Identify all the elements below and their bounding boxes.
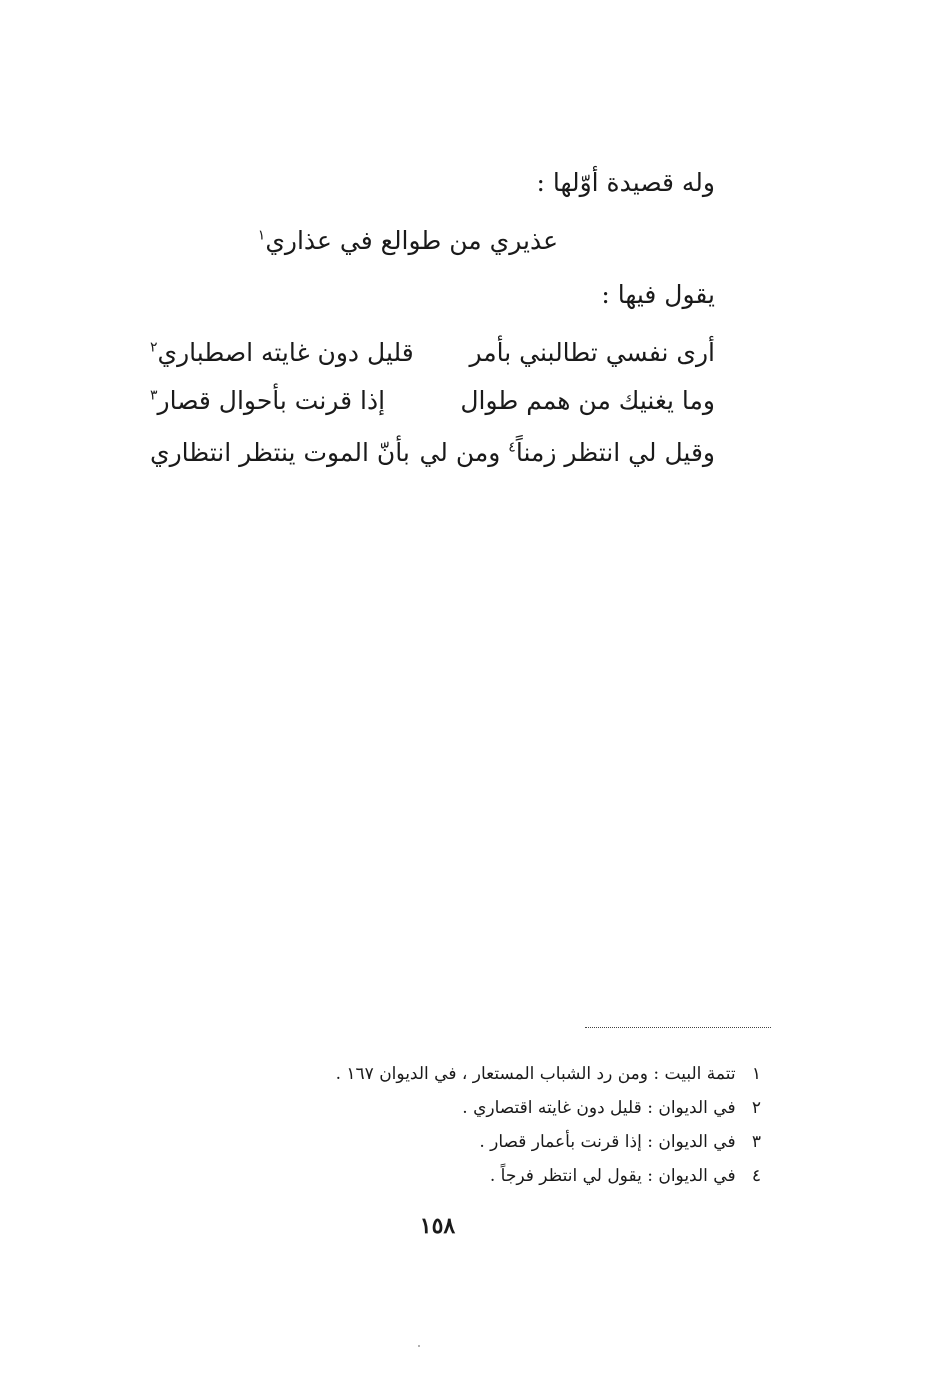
- intro-text: وله قصيدة أوّلها :: [536, 168, 715, 197]
- intro-line: [536, 167, 715, 199]
- footnote-text: في الديوان : يقول لي انتظر فرجاً .: [489, 1166, 736, 1186]
- footnote-divider: [585, 1027, 771, 1028]
- says-line: [601, 279, 715, 311]
- verse-1-second-half: [150, 336, 414, 370]
- footnote-2: [291, 1091, 761, 1125]
- footnote-number: ٤: [751, 1166, 761, 1186]
- footnote-number: ١: [751, 1064, 761, 1084]
- verse-3: [150, 436, 715, 470]
- verse-3-second-half: بأنّ الموت ينتظر انتظاري: [150, 438, 410, 467]
- verse-2: [150, 384, 715, 418]
- verse-3-first-half-tail: ومن لي: [419, 438, 501, 467]
- footnotes: [291, 1057, 761, 1193]
- first-hemistich-line: [258, 225, 558, 257]
- footnote-4: [291, 1159, 761, 1193]
- verse-1-first-half: أرى نفسي تطالبني بأمر: [469, 338, 715, 367]
- footnote-marker: ٣: [150, 387, 158, 404]
- footnote-text: تتمة البيت : ومن رد الشباب المستعار ، في الديوان ١٦٧ .: [335, 1064, 736, 1084]
- footnote-marker: ١: [257, 227, 266, 244]
- footnote-number: ٣: [751, 1132, 761, 1152]
- scan-speck: [418, 1345, 420, 1347]
- verse-1: [150, 336, 715, 370]
- verse-1-second-half-text: قليل دون غايته اصطباري: [157, 338, 414, 367]
- footnote-3: [291, 1125, 761, 1159]
- footnote-text: في الديوان : قليل دون غايته اقتصاري .: [462, 1098, 736, 1118]
- footnote-marker: ٢: [150, 339, 158, 356]
- footnote-number: ٢: [751, 1098, 761, 1118]
- page-number: ١٥٨: [419, 1213, 456, 1239]
- says-text: يقول فيها :: [601, 280, 715, 309]
- verse-2-second-half-text: إذا قرنت بأحوال قصار: [157, 386, 386, 415]
- verse-3-first-half: [419, 436, 715, 470]
- first-hemistich-text: عذيري من طوالع في عذاري: [265, 226, 558, 255]
- footnote-text: في الديوان : إذا قرنت بأعمار قصار .: [479, 1132, 736, 1152]
- verse-2-second-half: [150, 384, 385, 418]
- verse-3-first-half-text: وقيل لي انتظر زمناً: [515, 438, 715, 467]
- verse-2-first-half: وما يغنيك من همم طوال: [460, 386, 715, 415]
- footnote-1: [291, 1057, 761, 1091]
- footnote-marker: ٤: [508, 439, 516, 456]
